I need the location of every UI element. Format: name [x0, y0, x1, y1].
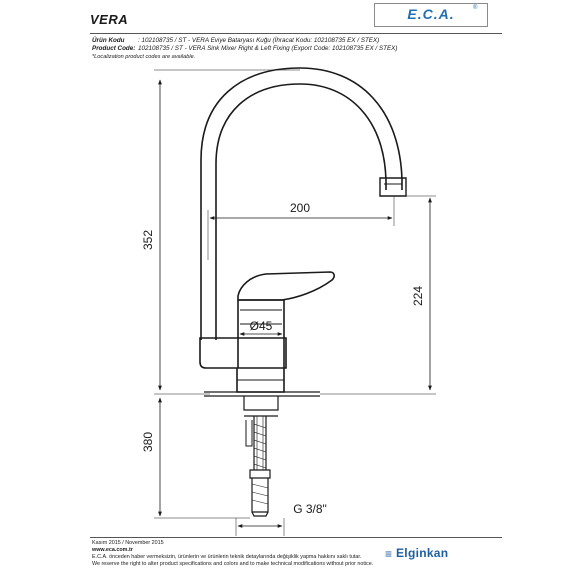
product-code-label-tr: Ürün Kodu [92, 37, 125, 44]
footer-disclaimer-en: We reserve the right to alter product specifications and colors and to make technical modifications without prior notice. [92, 561, 374, 567]
product-code-label-en: Product Code: [92, 45, 136, 52]
faucet-outline [200, 68, 406, 516]
dim-spout-reach: 200 [289, 201, 311, 215]
product-code-text-tr: : 102108735 / ST - VERA Eviye Bataryası Kuğu (İhracat Kodu: 102108735 EX / STEX) [138, 37, 380, 44]
footer-date: Kasım 2015 / November 2015 [92, 540, 164, 546]
footer-disclaimer-tr: E.C.A. önceden haber vermeksizin, ürünlerin ve ürünlerin teknik detaylarında değişiklik yapma hakkını saklı tutar. [92, 554, 362, 560]
dim-total-height: 352 [141, 229, 155, 251]
product-code-text-en: 102108735 / ST - VERA Sink Mixer Right & Left Fixing (Export Code: 102108735 EX / STEX) [138, 45, 398, 52]
dim-body-diameter: Ø45 [249, 319, 273, 333]
product-name: VERA [90, 12, 129, 27]
localization-note: *Localization product codes are available. [92, 54, 196, 60]
elginkan-logo-text: Elginkan [396, 546, 449, 560]
dim-thread: G 3/8" [293, 502, 327, 516]
footer-website-link[interactable]: www.eca.com.tr [92, 547, 133, 553]
footer-divider [90, 537, 502, 538]
registered-mark: ® [473, 5, 478, 11]
dim-spout-height: 224 [411, 285, 425, 307]
eca-logo-text: E.C.A. [407, 6, 455, 22]
elginkan-logo-icon: ≡ [385, 547, 393, 561]
dimension-lines [154, 70, 436, 536]
dim-below-counter: 380 [141, 431, 155, 453]
